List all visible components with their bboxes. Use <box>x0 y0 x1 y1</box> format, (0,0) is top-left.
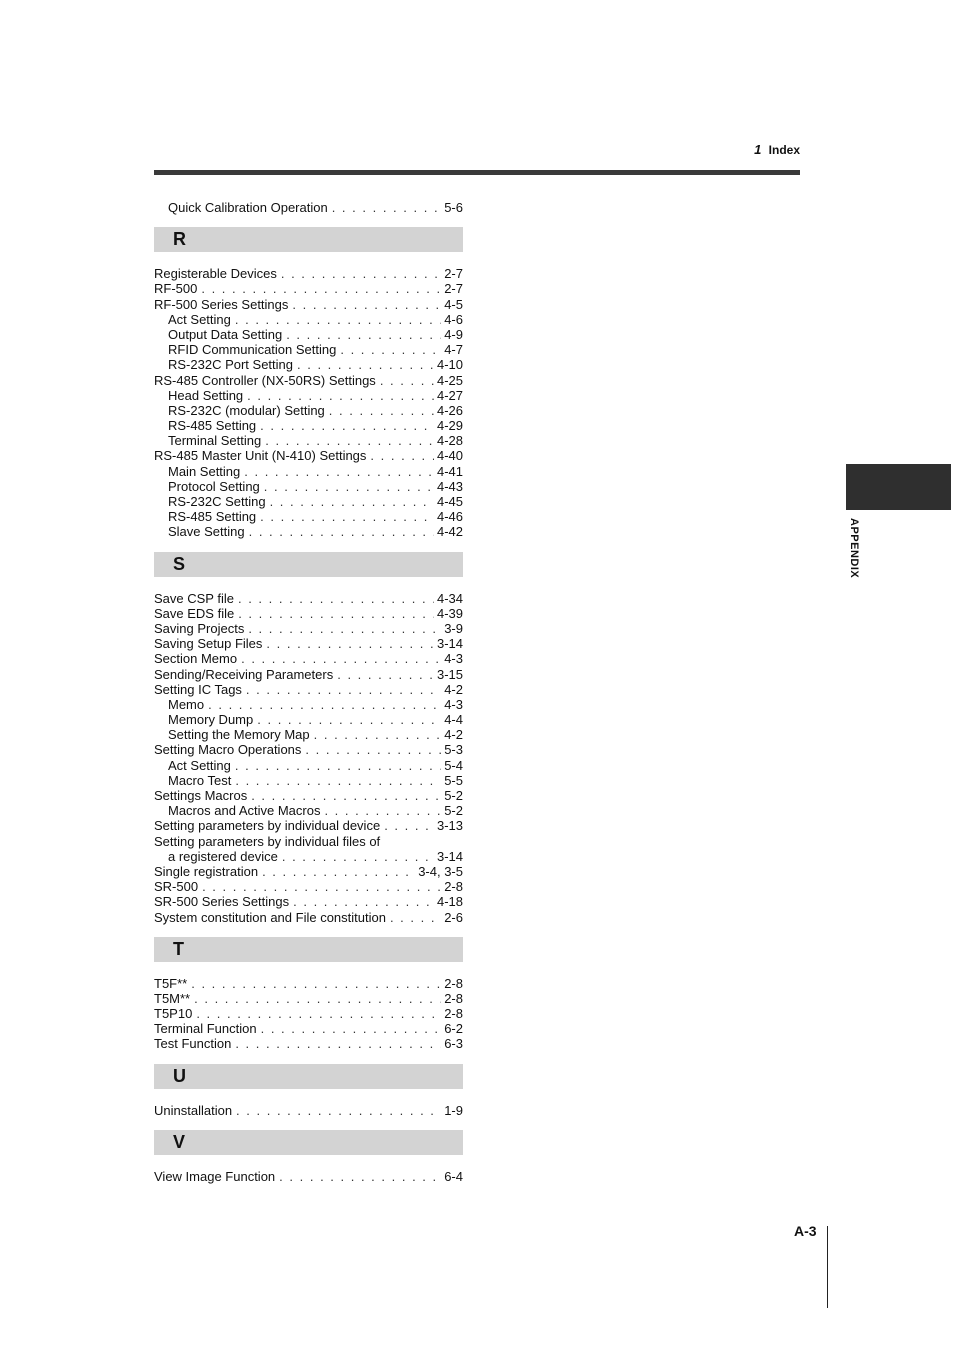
entry-term: RS-485 Setting <box>168 418 257 434</box>
index-entry <box>154 1169 463 1184</box>
entry-page: 3-13 <box>436 818 463 834</box>
entry-term: Setting Macro Operations <box>154 742 302 758</box>
section-letter-r: R <box>154 227 463 252</box>
dot-leader <box>208 697 441 712</box>
index-entry <box>154 1103 463 1118</box>
entry-term: Memo <box>168 696 205 712</box>
running-header <box>754 142 800 157</box>
entry-term: Macros and Active Macros <box>168 803 321 819</box>
index-entry <box>154 403 463 418</box>
entry-page: 4-5 <box>444 296 463 312</box>
index-entry <box>154 281 463 296</box>
dot-leader <box>380 373 434 388</box>
index-entry <box>154 266 463 281</box>
entry-page: 4-42 <box>436 524 463 540</box>
entry-page: 2-8 <box>444 990 463 1006</box>
index-entry <box>154 494 463 509</box>
dot-leader <box>235 758 441 773</box>
entry-page: 5-6 <box>444 200 463 215</box>
index-entry <box>154 418 463 433</box>
page-number-rule <box>827 1226 828 1308</box>
entry-term: RS-232C (modular) Setting <box>168 402 325 418</box>
index-entry <box>154 388 463 403</box>
dot-leader <box>279 1169 441 1184</box>
dot-leader <box>314 727 442 742</box>
dot-leader <box>265 433 434 448</box>
entry-term: Head Setting <box>168 387 244 403</box>
entry-page: 4-3 <box>444 651 463 667</box>
dot-leader <box>191 976 441 991</box>
entry-term: Setting parameters by individual device <box>154 818 381 834</box>
dot-leader <box>196 1006 441 1021</box>
dot-leader <box>266 636 434 651</box>
index-entry <box>154 621 463 636</box>
entry-term: Sending/Receiving Parameters <box>154 666 334 682</box>
entry-page: 5-2 <box>444 803 463 819</box>
entry-term: Saving Projects <box>154 620 245 636</box>
dot-leader <box>337 667 434 682</box>
index-entry <box>154 864 463 879</box>
entry-term: T5M** <box>154 990 191 1006</box>
index-entry <box>154 433 463 448</box>
index-entry <box>154 758 463 773</box>
entry-page: 4-34 <box>436 590 463 606</box>
entry-term: Single registration <box>154 863 259 879</box>
dot-leader <box>329 403 434 418</box>
index-entry <box>154 606 463 621</box>
index-entry <box>154 976 463 991</box>
index-entry <box>154 342 463 357</box>
index-entry <box>154 312 463 327</box>
index-entry <box>154 327 463 342</box>
entry-page: 4-25 <box>436 372 463 388</box>
index-entry <box>154 636 463 651</box>
dot-leader <box>390 910 441 925</box>
dot-leader <box>236 1103 441 1118</box>
index-entry <box>154 357 463 372</box>
index-column <box>154 200 463 1184</box>
index-entry <box>154 727 463 742</box>
entry-term: RS-485 Controller (NX-50RS) Settings <box>154 372 376 388</box>
entry-page: 4-41 <box>436 463 463 479</box>
entry-page: 4-10 <box>436 357 463 373</box>
entry-term: Section Memo <box>154 651 238 667</box>
entry-page: 4-45 <box>436 494 463 509</box>
section-letter-u: U <box>154 1064 463 1089</box>
index-entry <box>154 479 463 494</box>
entry-page: 6-2 <box>444 1021 463 1037</box>
entry-term: Quick Calibration Operation <box>168 200 328 215</box>
index-entry <box>154 297 463 312</box>
dot-leader <box>370 448 434 463</box>
entry-term: Save CSP file <box>154 590 234 606</box>
entry-page: 2-7 <box>444 266 463 282</box>
index-entry <box>154 894 463 909</box>
entry-page: 4-7 <box>444 342 463 358</box>
section-letter-v: V <box>154 1130 463 1155</box>
dot-leader <box>235 1036 441 1051</box>
index-entry <box>154 712 463 727</box>
entry-page: 4-28 <box>436 433 463 449</box>
index-entry <box>154 200 463 215</box>
entry-term: Setting IC Tags <box>154 681 242 697</box>
entry-page: 4-9 <box>444 326 463 342</box>
entry-term: Output Data Setting <box>168 326 283 342</box>
index-entry <box>154 373 463 388</box>
dot-leader <box>282 849 434 864</box>
index-entry <box>154 509 463 524</box>
entry-term: Test Function <box>154 1036 232 1052</box>
entry-term: Registerable Devices <box>154 266 277 282</box>
entry-term: Slave Setting <box>168 524 245 540</box>
dot-leader <box>235 773 441 788</box>
entry-term: a registered device <box>168 848 278 864</box>
dot-leader <box>270 494 434 509</box>
entry-page: 1-9 <box>444 1102 463 1118</box>
entry-term: Saving Setup Files <box>154 636 263 652</box>
entry-term: Save EDS file <box>154 605 235 621</box>
dot-leader <box>264 479 434 494</box>
index-entry <box>154 682 463 697</box>
index-entry <box>154 697 463 712</box>
index-entry <box>154 667 463 682</box>
entry-term: Terminal Function <box>154 1021 257 1037</box>
entry-page: 3-4, 3-5 <box>418 863 463 879</box>
entry-term: View Image Function <box>154 1168 276 1184</box>
index-entry <box>154 818 463 833</box>
entry-term: RS-232C Port Setting <box>168 357 294 373</box>
dot-leader <box>241 651 441 666</box>
entry-page: 4-46 <box>436 509 463 525</box>
entry-page: 6-3 <box>444 1036 463 1052</box>
entry-page: 4-29 <box>436 418 463 434</box>
appendix-label: APPENDIX <box>848 518 860 579</box>
entry-page: 2-8 <box>444 1006 463 1022</box>
entry-term: Act Setting <box>168 757 231 773</box>
entry-term: Setting parameters by individual files of <box>154 833 381 849</box>
index-entry <box>154 464 463 479</box>
dot-leader <box>238 591 434 606</box>
section-letter-s: S <box>154 552 463 577</box>
dot-leader <box>324 803 441 818</box>
entry-page: 4-2 <box>444 681 463 697</box>
index-entry <box>154 879 463 894</box>
entry-term: RF-500 <box>154 281 198 297</box>
entry-term: Setting the Memory Map <box>168 727 310 743</box>
dot-leader <box>384 818 434 833</box>
entry-term: System constitution and File constitution <box>154 909 386 925</box>
dot-leader <box>297 357 434 372</box>
entry-term: Uninstallation <box>154 1102 233 1118</box>
index-entry <box>154 1006 463 1021</box>
entry-term: Main Setting <box>168 463 241 479</box>
dot-leader <box>238 606 434 621</box>
entry-page: 4-18 <box>436 894 463 910</box>
entry-page: 3-14 <box>436 848 463 864</box>
dot-leader <box>260 509 434 524</box>
index-entry <box>154 773 463 788</box>
entry-page: 4-3 <box>444 696 463 712</box>
index-entry <box>154 849 463 864</box>
entry-term: Macro Test <box>168 772 232 788</box>
dot-leader <box>194 991 441 1006</box>
entry-page: 2-6 <box>444 909 463 925</box>
index-entry <box>154 448 463 463</box>
index-entry <box>154 742 463 757</box>
entry-page <box>460 834 463 849</box>
dot-leader <box>249 524 434 539</box>
entry-page: 4-2 <box>444 727 463 743</box>
dot-leader <box>248 621 441 636</box>
entry-term: T5F** <box>154 975 188 991</box>
entry-term: T5P10 <box>154 1006 193 1022</box>
index-entry <box>154 991 463 1006</box>
dot-leader <box>384 834 460 849</box>
dot-leader <box>201 281 441 296</box>
entry-page: 5-3 <box>444 742 463 758</box>
dot-leader <box>305 742 441 757</box>
entry-page: 4-26 <box>436 402 463 418</box>
entry-page: 3-15 <box>436 666 463 682</box>
section-letter-t: T <box>154 937 463 962</box>
header-title: Index <box>768 143 800 157</box>
dot-leader <box>257 712 441 727</box>
index-entry <box>154 524 463 539</box>
entry-page: 4-6 <box>444 311 463 327</box>
entry-term: SR-500 <box>154 879 199 895</box>
entry-term: RF-500 Series Settings <box>154 296 289 312</box>
entry-term: Settings Macros <box>154 788 248 803</box>
entry-page: 2-7 <box>444 281 463 297</box>
dot-leader <box>261 1021 442 1036</box>
entry-page: 2-8 <box>444 975 463 991</box>
entry-term: Terminal Setting <box>168 433 262 449</box>
entry-term: RFID Communication Setting <box>168 342 337 358</box>
entry-page: 6-4 <box>444 1168 463 1184</box>
dot-leader <box>286 327 441 342</box>
chapter-number: 1 <box>754 142 762 157</box>
dot-leader <box>332 200 442 215</box>
entry-page: 3-9 <box>444 620 463 636</box>
entry-page: 5-2 <box>444 788 463 803</box>
dot-leader <box>340 342 441 357</box>
entry-page: 4-39 <box>436 605 463 621</box>
entry-page: 4-27 <box>436 387 463 403</box>
dot-leader <box>247 388 434 403</box>
index-entry <box>154 1021 463 1036</box>
entry-page: 4-40 <box>436 448 463 464</box>
dot-leader <box>262 864 415 879</box>
entry-page: 4-43 <box>436 478 463 494</box>
appendix-tab <box>846 464 951 510</box>
entry-term: RS-485 Master Unit (N-410) Settings <box>154 448 367 464</box>
entry-page: 5-4 <box>444 757 463 773</box>
index-entry <box>154 591 463 606</box>
header-rule <box>154 170 800 175</box>
dot-leader <box>281 266 441 281</box>
index-entry <box>154 803 463 818</box>
index-entry <box>154 910 463 925</box>
entry-term: Act Setting <box>168 311 231 327</box>
dot-leader <box>202 879 441 894</box>
entry-term: RS-232C Setting <box>168 494 266 509</box>
entry-page: 3-14 <box>436 636 463 652</box>
entry-term: Memory Dump <box>168 712 254 728</box>
dot-leader <box>260 418 434 433</box>
dot-leader <box>235 312 441 327</box>
entry-page: 5-5 <box>444 772 463 788</box>
dot-leader <box>293 894 434 909</box>
dot-leader <box>251 788 441 803</box>
entry-term: Protocol Setting <box>168 478 260 494</box>
page-number: A-3 <box>794 1223 817 1239</box>
entry-page: 4-4 <box>444 712 463 728</box>
entry-term: SR-500 Series Settings <box>154 894 290 910</box>
index-entry <box>154 788 463 803</box>
index-entry <box>154 834 463 849</box>
entry-page: 2-8 <box>444 879 463 895</box>
index-entry <box>154 1036 463 1051</box>
dot-leader <box>292 297 441 312</box>
index-entry <box>154 651 463 666</box>
dot-leader <box>244 464 434 479</box>
dot-leader <box>246 682 441 697</box>
entry-term: RS-485 Setting <box>168 509 257 525</box>
